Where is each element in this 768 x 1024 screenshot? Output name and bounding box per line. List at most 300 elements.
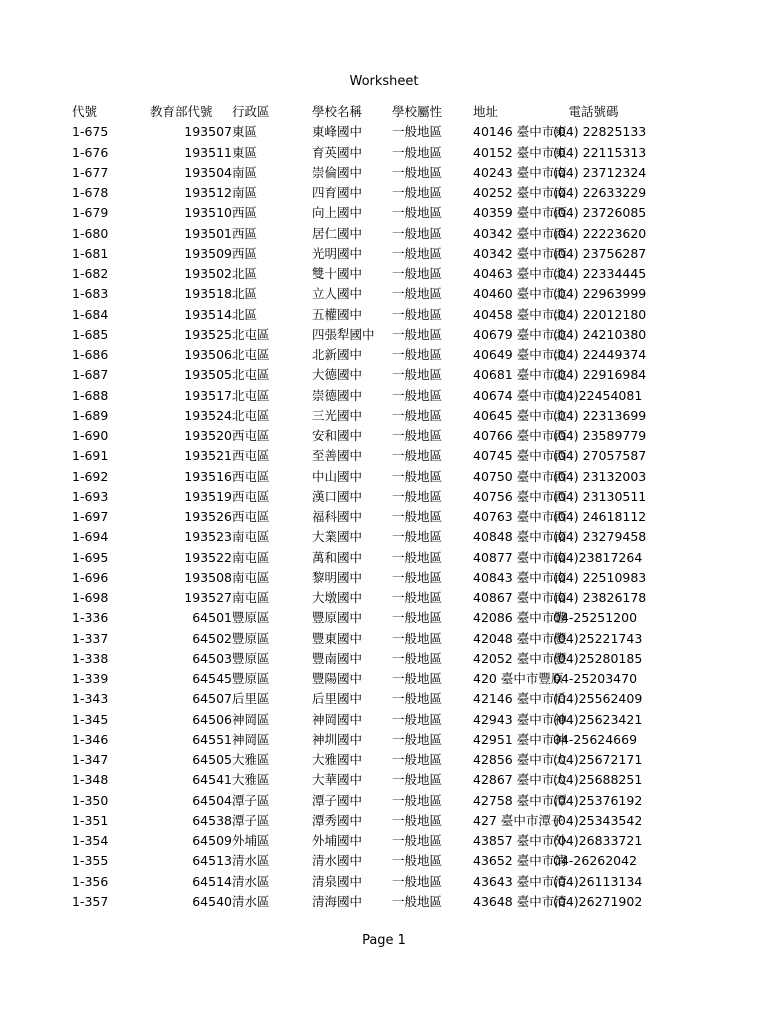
cell-code: 1-339: [72, 671, 109, 686]
cell-school-name: 大雅國中: [312, 752, 363, 767]
table-row: [72, 365, 647, 385]
cell-district: 北屯區: [232, 407, 270, 423]
cell-address: 40342 臺中市西: [473, 225, 567, 241]
table-row: [72, 710, 643, 730]
table-row: [72, 487, 647, 507]
cell-address: 40848 臺中市南: [473, 529, 567, 545]
cell-address: 40867 臺中市南: [473, 590, 567, 605]
cell-district: 外埔區: [232, 833, 270, 848]
cell-school-name: 后里國中: [312, 691, 363, 707]
cell-code: 1-697: [72, 509, 109, 524]
cell-code: 1-338: [72, 650, 109, 666]
cell-school-name: 立人國中: [312, 286, 363, 302]
cell-phone: (04) 22115313: [553, 144, 647, 160]
cell-phone: (04) 23756287: [553, 245, 647, 261]
table-row: [72, 345, 647, 365]
cell-phone: (04) 23589779: [553, 428, 647, 443]
cell-moe-code: 64551: [192, 731, 232, 747]
cell-school-name: 四育國中: [312, 185, 363, 200]
cell-district: 北區: [232, 286, 258, 302]
cell-school-type: 一般地區: [392, 812, 443, 828]
cell-address: 42052 臺中市豐: [473, 650, 567, 666]
cell-address: 40745 臺中市西: [473, 448, 567, 464]
cell-phone: (04) 22449374: [553, 347, 647, 362]
cell-code: 1-350: [72, 792, 109, 808]
cell-school-type: 一般地區: [392, 326, 443, 342]
cell-phone: (04) 22510983: [553, 569, 647, 585]
cell-school-type: 一般地區: [392, 164, 443, 180]
cell-phone: (04) 22916984: [553, 367, 647, 383]
cell-school-type: 一般地區: [392, 448, 443, 464]
cell-moe-code: 193525: [184, 326, 232, 342]
cell-district: 東區: [232, 124, 258, 140]
cell-address: 40458 臺中市北: [473, 306, 567, 322]
cell-address: 40877 臺中市南: [473, 549, 567, 565]
cell-district: 大雅區: [232, 772, 270, 788]
cell-code: 1-694: [72, 529, 109, 545]
cell-code: 1-685: [72, 326, 109, 342]
cell-moe-code: 193524: [184, 407, 232, 423]
cell-school-name: 潭子國中: [312, 792, 363, 808]
cell-address: 43643 臺中市清: [473, 873, 567, 889]
cell-phone: (04) 23712324: [553, 164, 647, 180]
table-row: [72, 264, 647, 284]
cell-phone: (04) 22012180: [553, 306, 647, 322]
cell-district: 西區: [232, 245, 258, 261]
cell-moe-code: 193507: [184, 124, 232, 140]
cell-phone: 04-25203470: [553, 671, 638, 686]
cell-school-name: 黎明國中: [312, 569, 363, 585]
cell-address: 42943 臺中市神: [473, 711, 567, 727]
cell-school-name: 居仁國中: [312, 225, 363, 241]
cell-address: 43857 臺中市外: [473, 833, 567, 848]
cell-moe-code: 193526: [184, 509, 232, 524]
table-row: [72, 163, 647, 183]
cell-phone: (04) 27057587: [553, 448, 647, 464]
cell-school-name: 神圳國中: [312, 731, 363, 747]
table-row: [72, 608, 638, 628]
cell-school-name: 育英國中: [312, 144, 363, 160]
cell-school-name: 豐陽國中: [312, 671, 363, 686]
cell-district: 清水區: [232, 853, 270, 869]
cell-address: 42086 臺中市豐: [473, 610, 567, 626]
cell-phone: (04)25688251: [553, 772, 643, 788]
cell-phone: 04-25624669: [553, 731, 638, 747]
cell-phone: (04) 23279458: [553, 529, 647, 545]
table-row: [72, 426, 647, 446]
cell-district: 南屯區: [232, 590, 270, 605]
cell-address: 42856 臺中市大: [473, 752, 567, 767]
cell-school-type: 一般地區: [392, 833, 443, 848]
cell-school-type: 一般地區: [392, 266, 443, 281]
cell-phone: (04) 22313699: [553, 407, 647, 423]
header-district: 行政區: [232, 104, 270, 119]
cell-school-name: 漢口國中: [312, 488, 363, 504]
cell-school-name: 大墩國中: [312, 590, 363, 605]
header-phone: 電話號碼: [568, 104, 619, 119]
cell-district: 北屯區: [232, 387, 270, 403]
cell-moe-code: 193520: [184, 428, 232, 443]
cell-address: 40766 臺中市西: [473, 428, 567, 443]
cell-school-type: 一般地區: [392, 630, 443, 646]
header-school-type: 學校屬性: [392, 104, 443, 119]
table-row: [72, 568, 647, 588]
cell-code: 1-690: [72, 428, 109, 443]
cell-phone: (04) 23726085: [553, 205, 647, 221]
cell-school-type: 一般地區: [392, 509, 443, 524]
cell-code: 1-686: [72, 347, 109, 362]
cell-district: 北屯區: [232, 367, 270, 383]
table-row: [72, 629, 643, 649]
cell-address: 42758 臺中市潭: [473, 792, 567, 808]
cell-school-name: 潭秀國中: [312, 812, 363, 828]
table-row: [72, 183, 647, 203]
cell-address: 40146 臺中市東: [473, 124, 567, 140]
table-body: [72, 122, 647, 912]
table-row: [72, 284, 647, 304]
cell-code: 1-677: [72, 164, 109, 180]
cell-school-name: 外埔國中: [312, 833, 363, 848]
cell-code: 1-680: [72, 225, 109, 241]
cell-school-type: 一般地區: [392, 873, 443, 889]
cell-moe-code: 64504: [192, 792, 232, 808]
cell-school-type: 一般地區: [392, 347, 443, 362]
cell-district: 西區: [232, 205, 258, 221]
header-moe-code: 教育部代號: [150, 104, 213, 119]
cell-school-type: 一般地區: [392, 407, 443, 423]
cell-school-name: 清泉國中: [312, 873, 363, 889]
table-row: [72, 811, 643, 831]
cell-moe-code: 193522: [184, 549, 232, 565]
cell-moe-code: 64501: [192, 610, 232, 626]
cell-code: 1-681: [72, 245, 109, 261]
table-row: [72, 244, 647, 264]
cell-district: 豐原區: [232, 671, 270, 686]
cell-school-type: 一般地區: [392, 772, 443, 788]
cell-moe-code: 64540: [192, 893, 232, 909]
cell-address: 420 臺中市豐原: [473, 671, 564, 686]
cell-district: 豐原區: [232, 610, 270, 626]
cell-address: 42146 臺中市后: [473, 691, 567, 707]
cell-code: 1-354: [72, 833, 109, 848]
cell-moe-code: 193517: [184, 387, 232, 403]
cell-moe-code: 193510: [184, 205, 232, 221]
cell-phone: (04)25343542: [553, 812, 643, 828]
table-row: [72, 386, 643, 406]
cell-phone: (04) 23132003: [553, 468, 647, 484]
cell-code: 1-687: [72, 367, 109, 383]
cell-school-name: 向上國中: [312, 205, 363, 221]
cell-moe-code: 193509: [184, 245, 232, 261]
cell-address: 40463 臺中市北: [473, 266, 567, 281]
cell-code: 1-346: [72, 731, 109, 747]
cell-phone: (04)25376192: [553, 792, 643, 808]
table-row: [72, 831, 643, 851]
cell-district: 豐原區: [232, 650, 270, 666]
cell-phone: (04)26833721: [553, 833, 643, 848]
cell-moe-code: 64505: [192, 752, 232, 767]
cell-code: 1-343: [72, 691, 109, 707]
cell-address: 40763 臺中市西: [473, 509, 567, 524]
table-row: [72, 467, 647, 487]
cell-school-name: 萬和國中: [312, 549, 363, 565]
cell-district: 西屯區: [232, 468, 270, 484]
cell-school-name: 大華國中: [312, 772, 363, 788]
cell-district: 北屯區: [232, 347, 270, 362]
cell-school-name: 豐東國中: [312, 630, 363, 646]
table-row: [72, 446, 647, 466]
cell-district: 東區: [232, 144, 258, 160]
cell-code: 1-696: [72, 569, 109, 585]
cell-school-type: 一般地區: [392, 387, 443, 403]
cell-district: 西屯區: [232, 428, 270, 443]
cell-school-type: 一般地區: [392, 752, 443, 767]
cell-code: 1-348: [72, 772, 109, 788]
cell-district: 潭子區: [232, 792, 270, 808]
cell-school-type: 一般地區: [392, 144, 443, 160]
cell-school-type: 一般地區: [392, 468, 443, 484]
cell-school-type: 一般地區: [392, 853, 443, 869]
table-row: [72, 122, 647, 142]
cell-school-type: 一般地區: [392, 590, 443, 605]
cell-school-type: 一般地區: [392, 549, 443, 565]
cell-school-type: 一般地區: [392, 691, 443, 707]
cell-address: 40252 臺中市南: [473, 185, 567, 200]
cell-district: 西區: [232, 225, 258, 241]
cell-school-type: 一般地區: [392, 205, 443, 221]
cell-district: 北區: [232, 266, 258, 281]
table-row: [72, 851, 638, 871]
cell-school-name: 清海國中: [312, 893, 363, 909]
cell-address: 40649 臺中市北: [473, 347, 567, 362]
cell-code: 1-684: [72, 306, 109, 322]
cell-school-type: 一般地區: [392, 245, 443, 261]
cell-phone: (04)26271902: [553, 893, 643, 909]
cell-district: 大雅區: [232, 752, 270, 767]
cell-district: 南屯區: [232, 569, 270, 585]
cell-address: 40843 臺中市南: [473, 569, 567, 585]
cell-school-name: 安和國中: [312, 428, 363, 443]
cell-phone: (04)25623421: [553, 711, 643, 727]
cell-moe-code: 64545: [192, 671, 232, 686]
cell-phone: (04)25221743: [553, 630, 643, 646]
cell-school-type: 一般地區: [392, 731, 443, 747]
cell-school-name: 崇德國中: [312, 387, 363, 403]
cell-moe-code: 64509: [192, 833, 232, 848]
cell-school-type: 一般地區: [392, 488, 443, 504]
cell-phone: (04) 22825133: [553, 124, 647, 140]
table-row: [72, 527, 647, 547]
cell-school-type: 一般地區: [392, 306, 443, 322]
cell-moe-code: 193516: [184, 468, 232, 484]
cell-school-type: 一般地區: [392, 650, 443, 666]
cell-school-type: 一般地區: [392, 711, 443, 727]
cell-address: 40674 臺中市北: [473, 387, 567, 403]
cell-address: 40460 臺中市北: [473, 286, 567, 302]
cell-code: 1-355: [72, 853, 109, 869]
table-row: [72, 507, 647, 527]
cell-code: 1-689: [72, 407, 109, 423]
cell-school-type: 一般地區: [392, 610, 443, 626]
cell-district: 潭子區: [232, 812, 270, 828]
cell-code: 1-693: [72, 488, 109, 504]
cell-school-name: 神岡國中: [312, 711, 363, 727]
cell-moe-code: 193518: [184, 286, 232, 302]
cell-code: 1-683: [72, 286, 109, 302]
cell-school-type: 一般地區: [392, 671, 443, 686]
cell-phone: (04)25672171: [553, 752, 643, 767]
page-number: Page 1: [362, 933, 406, 948]
cell-address: 42951 臺中市神: [473, 731, 567, 747]
table-row: [72, 325, 647, 345]
cell-phone: (04) 22223620: [553, 225, 647, 241]
cell-address: 40756 臺中市西: [473, 488, 567, 504]
cell-school-type: 一般地區: [392, 792, 443, 808]
cell-moe-code: 64502: [192, 630, 232, 646]
cell-code: 1-692: [72, 468, 109, 484]
table-row: [72, 770, 643, 790]
cell-moe-code: 193519: [184, 488, 232, 504]
header-address: 地址: [473, 104, 499, 119]
cell-school-name: 四張犁國中: [312, 326, 375, 342]
cell-school-type: 一般地區: [392, 529, 443, 545]
cell-district: 西屯區: [232, 488, 270, 504]
cell-district: 南屯區: [232, 529, 270, 545]
cell-district: 后里區: [232, 691, 270, 707]
cell-address: 42867 臺中市大: [473, 772, 567, 788]
cell-code: 1-695: [72, 549, 109, 565]
cell-moe-code: 193511: [184, 144, 232, 160]
table-row: [72, 689, 643, 709]
cell-moe-code: 64513: [192, 853, 232, 869]
cell-district: 南區: [232, 164, 258, 180]
cell-school-name: 崇倫國中: [312, 164, 363, 180]
table-row: [72, 649, 643, 669]
cell-school-name: 至善國中: [312, 448, 363, 464]
cell-school-name: 三光國中: [312, 407, 363, 423]
table-row: [72, 588, 647, 608]
cell-school-type: 一般地區: [392, 124, 443, 140]
table-row: [72, 730, 638, 750]
header-code: 代號: [72, 104, 98, 119]
cell-school-type: 一般地區: [392, 893, 443, 909]
cell-phone: 04-25251200: [553, 610, 638, 626]
cell-moe-code: 64538: [192, 812, 232, 828]
cell-code: 1-698: [72, 590, 109, 605]
cell-school-name: 北新國中: [312, 347, 363, 362]
cell-address: 40645 臺中市北: [473, 407, 567, 423]
cell-moe-code: 193505: [184, 367, 232, 383]
cell-code: 1-345: [72, 711, 109, 727]
cell-district: 清水區: [232, 893, 270, 909]
cell-address: 40679 臺中市北: [473, 326, 567, 342]
cell-phone: (04)25280185: [553, 650, 643, 666]
cell-district: 北屯區: [232, 326, 270, 342]
cell-address: 40243 臺中市南: [473, 164, 567, 180]
cell-school-name: 東峰國中: [312, 124, 363, 140]
cell-district: 豐原區: [232, 630, 270, 646]
table-row: [72, 203, 647, 223]
cell-code: 1-676: [72, 144, 109, 160]
cell-code: 1-691: [72, 448, 109, 464]
cell-school-name: 光明國中: [312, 245, 363, 261]
header-school-name: 學校名稱: [312, 104, 363, 119]
cell-phone: (04)22454081: [553, 387, 643, 403]
cell-phone: (04) 22334445: [553, 266, 647, 281]
cell-code: 1-675: [72, 124, 109, 140]
cell-phone: (04) 23130511: [553, 488, 647, 504]
cell-district: 神岡區: [232, 731, 270, 747]
cell-code: 1-336: [72, 610, 109, 626]
cell-phone: (04) 23826178: [553, 590, 647, 605]
cell-address: 40681 臺中市北: [473, 367, 567, 383]
cell-moe-code: 64514: [192, 873, 232, 889]
cell-phone: (04) 24618112: [553, 509, 647, 524]
cell-address: 40359 臺中市西: [473, 205, 567, 221]
sheet-title: Worksheet: [349, 74, 419, 89]
cell-moe-code: 193508: [184, 569, 232, 585]
table-row: [72, 892, 643, 912]
cell-district: 南屯區: [232, 549, 270, 565]
cell-address: 43648 臺中市清: [473, 893, 567, 909]
cell-moe-code: 193523: [184, 529, 232, 545]
cell-school-name: 大業國中: [312, 529, 363, 545]
table-row: [72, 669, 638, 689]
cell-school-name: 清水國中: [312, 853, 363, 869]
table-row: [72, 406, 647, 426]
table-row: [72, 143, 647, 163]
cell-district: 北區: [232, 306, 258, 322]
cell-code: 1-357: [72, 893, 109, 909]
cell-school-name: 豐南國中: [312, 650, 363, 666]
cell-moe-code: 193501: [184, 225, 232, 241]
cell-code: 1-679: [72, 205, 109, 221]
cell-code: 1-678: [72, 185, 109, 200]
cell-school-name: 豐原國中: [312, 610, 363, 626]
cell-moe-code: 193514: [184, 306, 232, 322]
cell-school-name: 五權國中: [312, 306, 363, 322]
table-row: [72, 872, 643, 892]
cell-district: 西屯區: [232, 509, 270, 524]
cell-code: 1-337: [72, 630, 109, 646]
cell-code: 1-688: [72, 387, 109, 403]
cell-phone: (04)23817264: [553, 549, 643, 565]
cell-phone: 04-26262042: [553, 853, 638, 869]
cell-district: 南區: [232, 185, 258, 200]
cell-phone: (04) 22963999: [553, 286, 647, 302]
cell-moe-code: 193512: [184, 185, 232, 200]
school-table: [72, 102, 647, 912]
cell-school-name: 中山國中: [312, 468, 363, 484]
cell-moe-code: 64503: [192, 650, 232, 666]
table-row: [72, 548, 643, 568]
cell-moe-code: 193502: [184, 266, 232, 281]
cell-address: 427 臺中市潭子: [473, 812, 564, 828]
cell-district: 西屯區: [232, 448, 270, 464]
table-row: [72, 791, 643, 811]
cell-school-type: 一般地區: [392, 428, 443, 443]
cell-code: 1-351: [72, 812, 109, 828]
cell-moe-code: 193506: [184, 347, 232, 362]
cell-phone: (04) 24210380: [553, 326, 647, 342]
cell-school-type: 一般地區: [392, 286, 443, 302]
cell-school-type: 一般地區: [392, 185, 443, 200]
cell-phone: (04)26113134: [553, 873, 643, 889]
table-row: [72, 750, 643, 770]
cell-code: 1-682: [72, 266, 109, 281]
cell-phone: (04)25562409: [553, 691, 643, 707]
cell-school-type: 一般地區: [392, 367, 443, 383]
